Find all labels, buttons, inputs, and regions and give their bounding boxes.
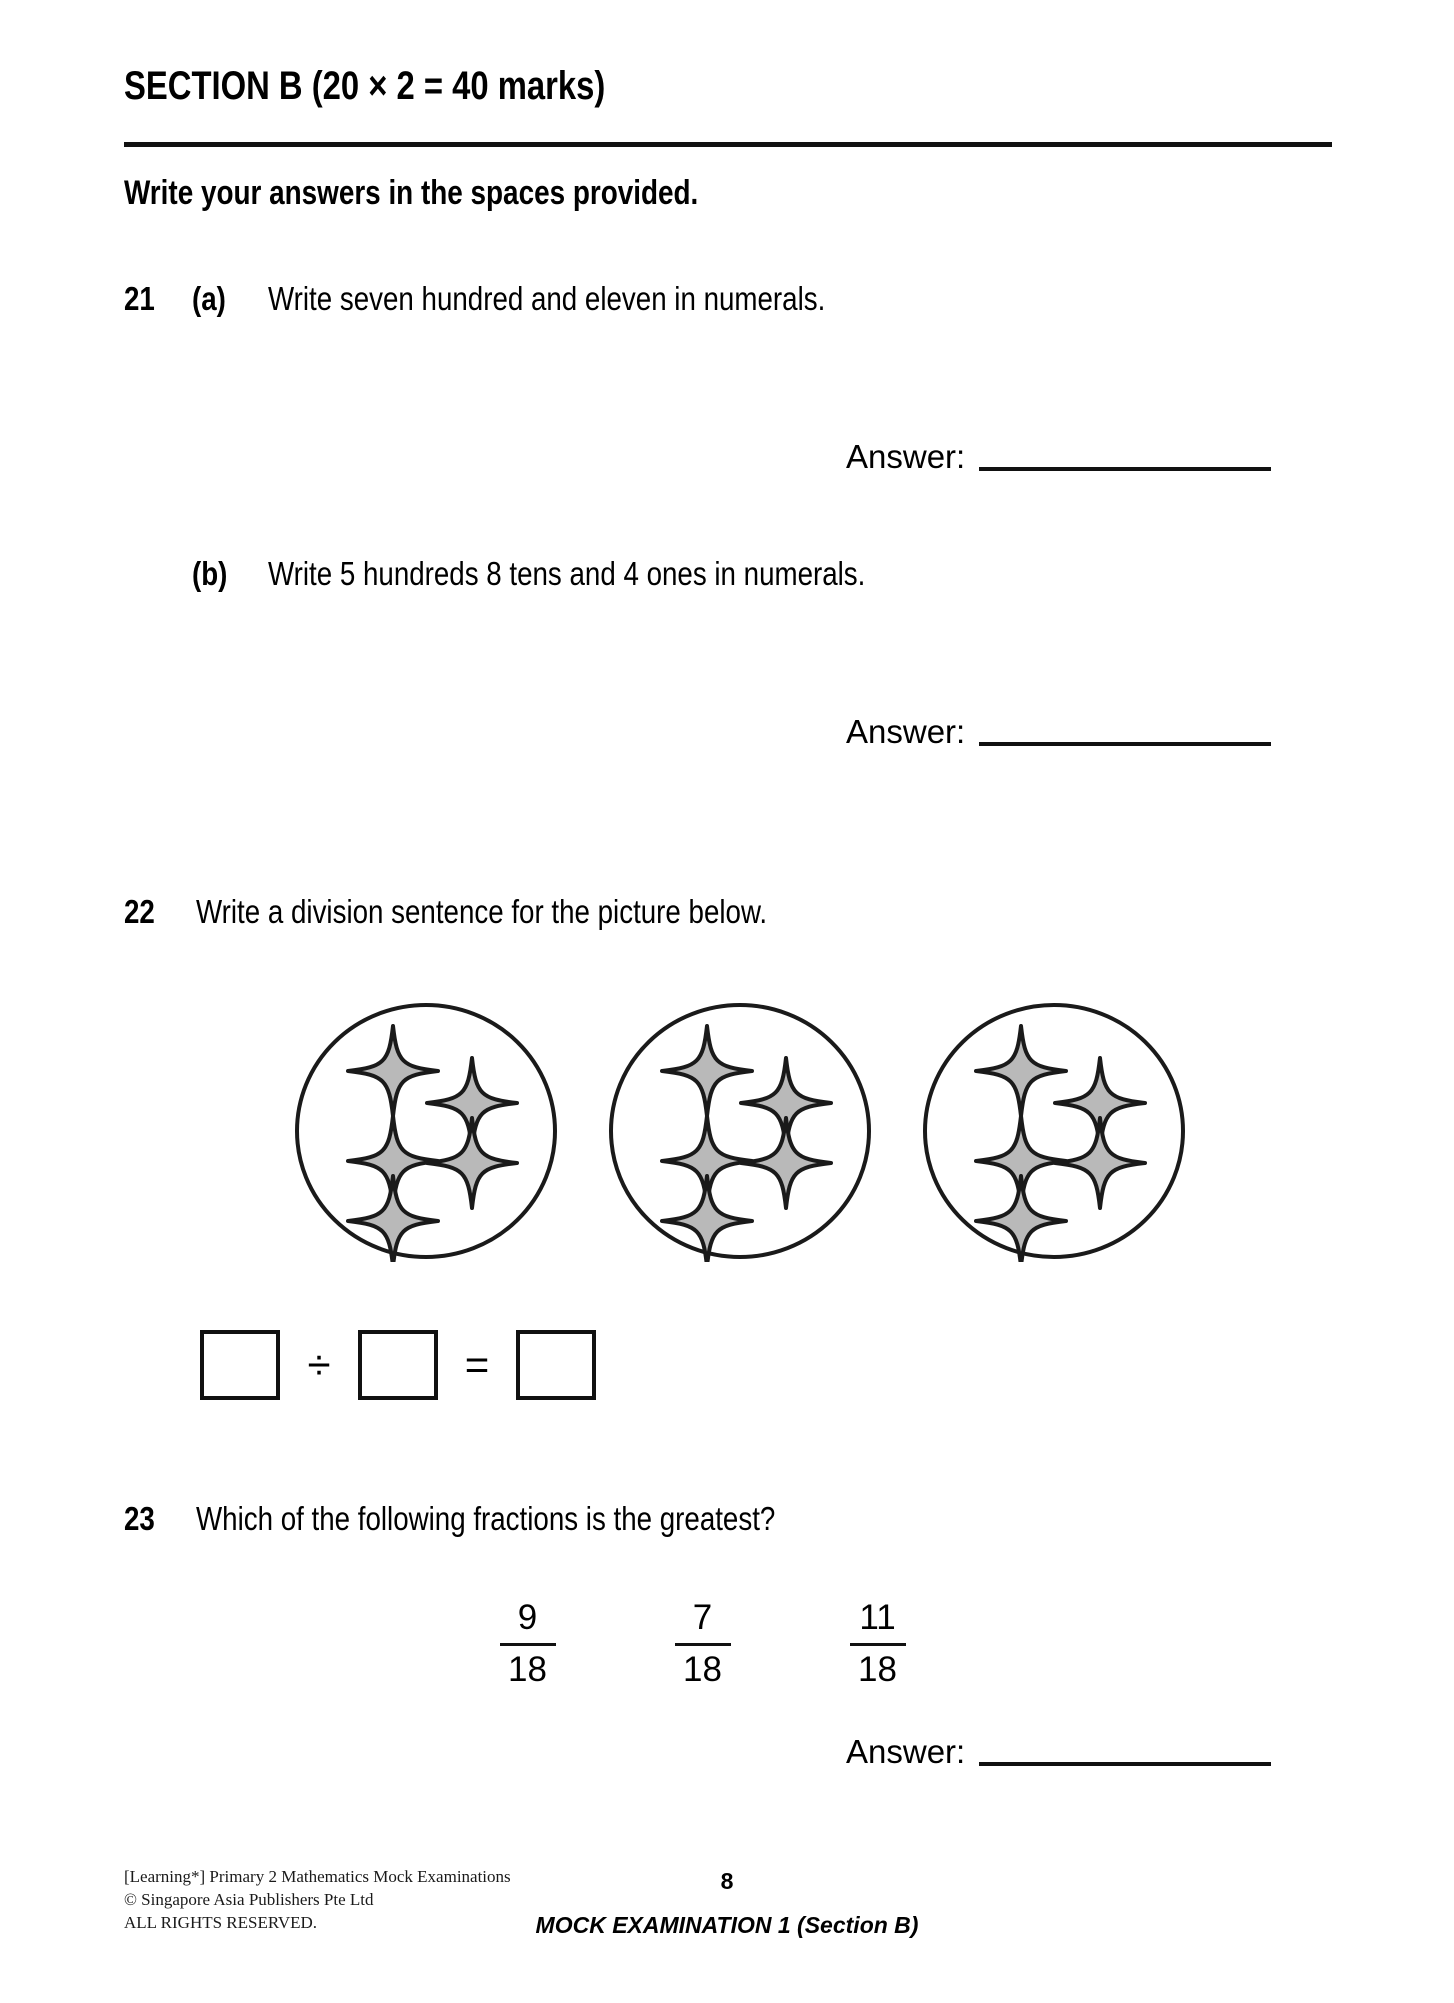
question-21b-text: Write 5 hundreds 8 tens and 4 ones in numerals.	[268, 555, 866, 592]
fraction-3-denominator: 18	[858, 1649, 897, 1689]
star-group-3	[918, 1000, 1190, 1262]
question-21a-text: Write seven hundred and eleven in numerals.	[268, 280, 826, 317]
question-22-number: 22	[124, 893, 155, 930]
fraction-3-numerator: 11	[859, 1598, 896, 1637]
question-21b-label: (b)	[192, 555, 228, 592]
fraction-3-bar	[850, 1643, 906, 1646]
page-number: 8	[720, 1868, 734, 1894]
question-22-text: Write a division sentence for the picture below.	[196, 893, 768, 930]
page-footer	[0, 1866, 1454, 1976]
fraction-2-denominator: 18	[683, 1649, 722, 1689]
title-divider	[124, 142, 1332, 147]
section-title: SECTION B (20 × 2 = 40 marks)	[124, 64, 606, 108]
instruction-text: Write your answers in the spaces provided.	[124, 174, 699, 212]
division-sentence-box-2[interactable]	[358, 1330, 438, 1400]
footer-copyright: © Singapore Asia Publishers Pte Ltd	[124, 1890, 374, 1909]
division-sentence-box-1[interactable]	[200, 1330, 280, 1400]
fraction-1-bar	[500, 1643, 556, 1646]
fraction-2-numerator: 7	[692, 1598, 713, 1637]
fraction-1-numerator: 9	[517, 1598, 538, 1637]
answer-row-21b	[846, 715, 1271, 748]
answer-label-23: Answer:	[846, 1733, 966, 1770]
question-21-number: 21	[124, 280, 155, 317]
fraction-2-bar	[675, 1643, 731, 1646]
division-sentence-box-3[interactable]	[516, 1330, 596, 1400]
divide-operator: ÷	[307, 1341, 331, 1388]
star-group-1	[290, 1000, 562, 1262]
footer-rights: ALL RIGHTS RESERVED.	[124, 1913, 318, 1932]
footer-exam-label: MOCK EXAMINATION 1 (Section B)	[535, 1912, 919, 1938]
division-picture-diagram	[290, 1000, 1190, 1270]
fraction-option-1	[440, 1600, 615, 1689]
question-21a-label: (a)	[192, 280, 226, 317]
question-23-text: Which of the following fractions is the greatest?	[196, 1500, 776, 1537]
answer-label-21b: Answer:	[846, 713, 966, 750]
answer-label-21a: Answer:	[846, 438, 966, 475]
question-23-number: 23	[124, 1500, 155, 1537]
answer-blank-21b[interactable]	[979, 742, 1271, 746]
footer-publication: [Learning*] Primary 2 Mathematics Mock Examinations	[124, 1867, 511, 1886]
answer-row-21a	[846, 440, 1271, 473]
star-group-2	[604, 1000, 876, 1262]
answer-blank-21a[interactable]	[979, 467, 1271, 471]
answer-blank-23[interactable]	[979, 1762, 1271, 1766]
fraction-option-2	[615, 1600, 790, 1689]
division-sentence-row	[200, 1330, 596, 1400]
fraction-1-denominator: 18	[508, 1649, 547, 1689]
equals-operator: =	[464, 1341, 490, 1388]
answer-row-23	[846, 1735, 1271, 1768]
fraction-options	[440, 1600, 965, 1689]
fraction-option-3	[790, 1600, 965, 1689]
